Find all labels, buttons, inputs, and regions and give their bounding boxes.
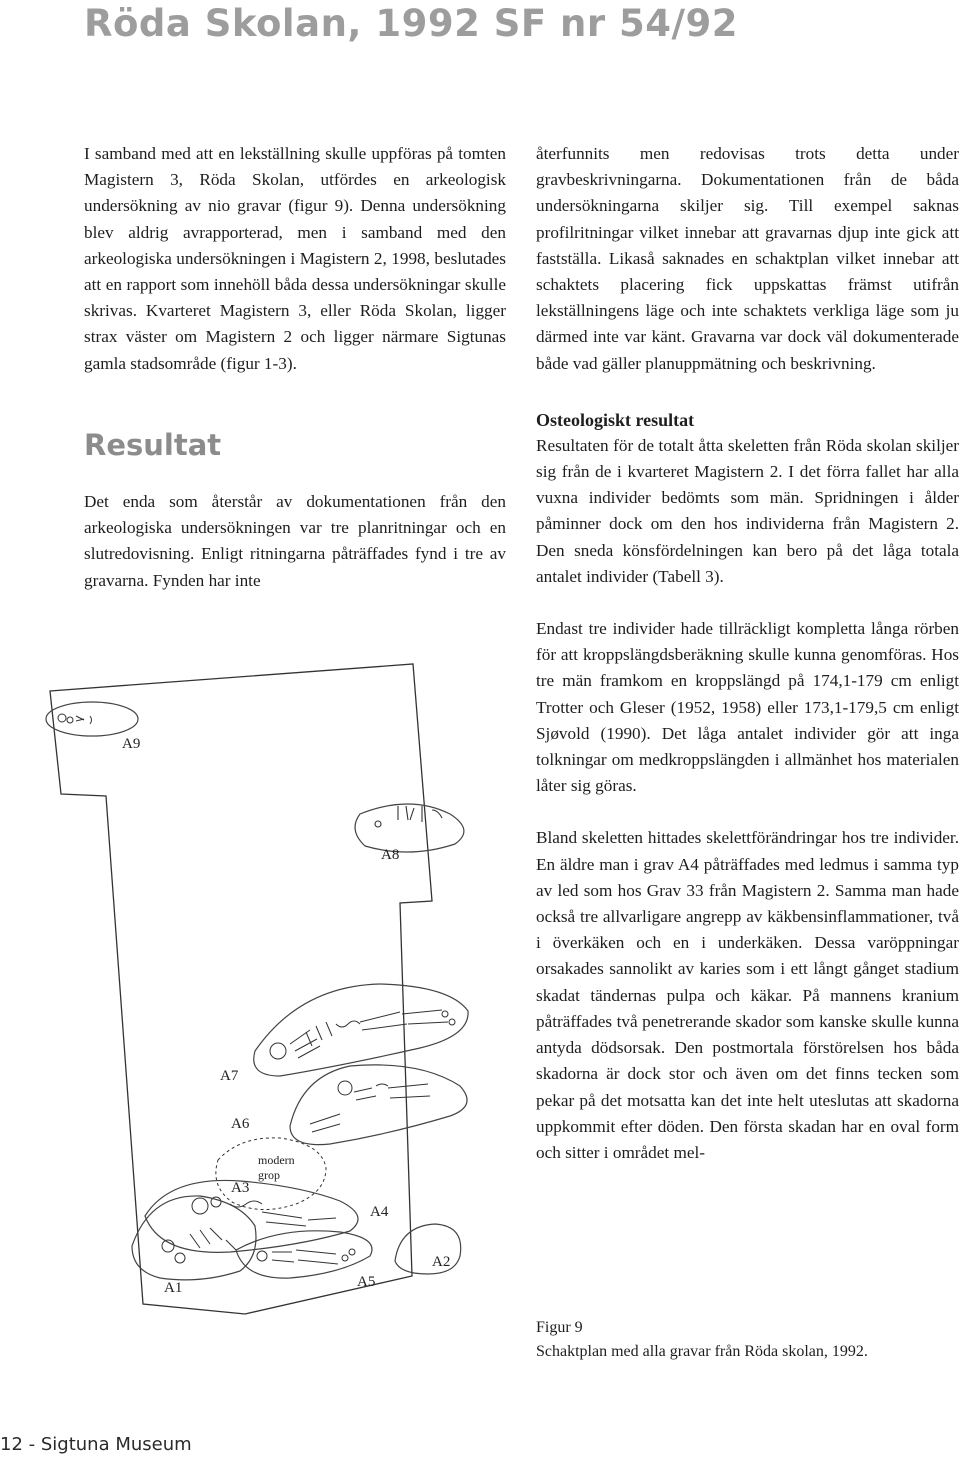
figure-caption xyxy=(536,1316,959,1364)
label-a4: A4 xyxy=(370,1204,389,1220)
intro-column xyxy=(84,141,506,377)
grave-a6 xyxy=(290,1065,467,1145)
label-grop: grop xyxy=(258,1168,280,1182)
grave-a7 xyxy=(254,984,468,1076)
label-a9: A9 xyxy=(122,736,141,752)
page-footer: 12 - Sigtuna Museum xyxy=(0,1434,192,1455)
section-heading-resultat: Resultat xyxy=(84,428,222,462)
grave-a2 xyxy=(395,1224,461,1274)
grave-a8 xyxy=(355,804,464,852)
label-a1: A1 xyxy=(164,1280,183,1296)
label-a3: A3 xyxy=(231,1180,250,1196)
excavation-plan-figure xyxy=(40,656,500,1316)
grave-a3 xyxy=(145,1180,358,1252)
figure-number: Figur 9 xyxy=(536,1319,583,1336)
grave-a9 xyxy=(46,702,138,736)
label-modern: modern xyxy=(258,1153,295,1167)
label-a7: A7 xyxy=(220,1068,239,1084)
osteo-paragraph-1: Resultaten för de totalt åtta skeletten från Röda skolan skiljer sig från de i kvarteret Magistern 2. I det förra fallet har alla vuxna individer bedömts som män. Spridningen i ålder påminner dock om den hos individerna från Magistern 2. Den sneda könsfördelningen kan bero på det låga totala antalet individer (Tabell 3). xyxy=(536,435,959,586)
intro-paragraph: I samband med att en lekställning skulle uppföras på tomten Magistern 3, Röda Skolan, utfördes en arkeologisk undersökning av nio gravar (figur 9). Denna undersökning blev aldrig avrapporterad, men i samband med den arkeologiska undersökningen i Magistern 2, 1998, beslutades att en rapport som innehöll båda dessa undersökningar skulle skrivas. Kvarteret Magistern 3, eller Röda Skolan, ligger strax väster om Magistern 2 och ligger närmare Sigtunas gamla stadsområde (figur 1-3). xyxy=(84,144,506,373)
osteo-heading: Osteologiskt resultat xyxy=(536,409,695,430)
right-column xyxy=(536,141,959,1166)
resultat-paragraph: Det enda som återstår av dokumentationen från den arkeologiska undersökningen var tre planritningar och en slutredovisning. Enligt ritningarna påträffades fynd i tre av gravarna. Fynden har inte xyxy=(84,492,506,590)
label-a6: A6 xyxy=(231,1116,250,1132)
osteo-paragraph-3: Bland skeletten hittades skelettförändringar hos tre individer. En äldre man i grav A4 påträffades med ledmus i samma typ av led som hos Grav 33 från Magistern 2. Samma man hade också tre allvarligare angrepp av käkbensinflammationer, två i överkäken och en i underkäken. Dessa varöppningar orsakades sannolikt av karies som i ett långt gånget stadium skadat tändernas pulpa och käkar. På mannens kranium påträffades två penetrerande skador som kanske skulle kunna antyda dödsorsak. Den postmortala förstörelsen hos båda skadorna är dock stor och även om det finns tecken som pekar på det motsatta kan det inte helt uteslutas att skadorna uppkommit efter döden. Den första skadan har en oval form och sitter i området mel- xyxy=(536,828,959,1162)
continued-paragraph: återfunnits men redovisas trots detta under gravbeskrivningarna. Dokumentationen från de båda undersökningarna skiljer sig. Till exempel saknas profilritningar vilket innebar att gravarnas djup inte gick att fastställa. Likaså saknades en schaktplan vilket innebar att schaktets placering fick uppskattas främst utifrån lekställningens läge och inte schaktets verkliga läge som ju därmed inte var känt. Gravarna var dock väl dokumenterade både vad gäller planuppmätning och beskrivning. xyxy=(536,144,959,373)
label-a2: A2 xyxy=(432,1254,451,1270)
figure-caption-text: Schaktplan med alla gravar från Röda skolan, 1992. xyxy=(536,1343,868,1360)
label-a8: A8 xyxy=(381,847,400,863)
page-title: Röda Skolan, 1992 SF nr 54/92 xyxy=(84,2,738,45)
resultat-column xyxy=(84,489,506,594)
label-a5: A5 xyxy=(357,1274,376,1290)
osteo-paragraph-2: Endast tre individer hade tillräckligt kompletta långa rörben för att kroppslängdsberäkning skulle kunna genomföras. Hos tre män framkom en kroppslängd på 174,1-179 cm enligt Trotter och Gleser (1952, 1958) eller 173,1-179,5 cm enligt Sjøvold (1990). Det låga antalet individer gör att inga tolkningar om medkroppslängden i allmänhet hos materialen låter sig göras. xyxy=(536,619,959,796)
